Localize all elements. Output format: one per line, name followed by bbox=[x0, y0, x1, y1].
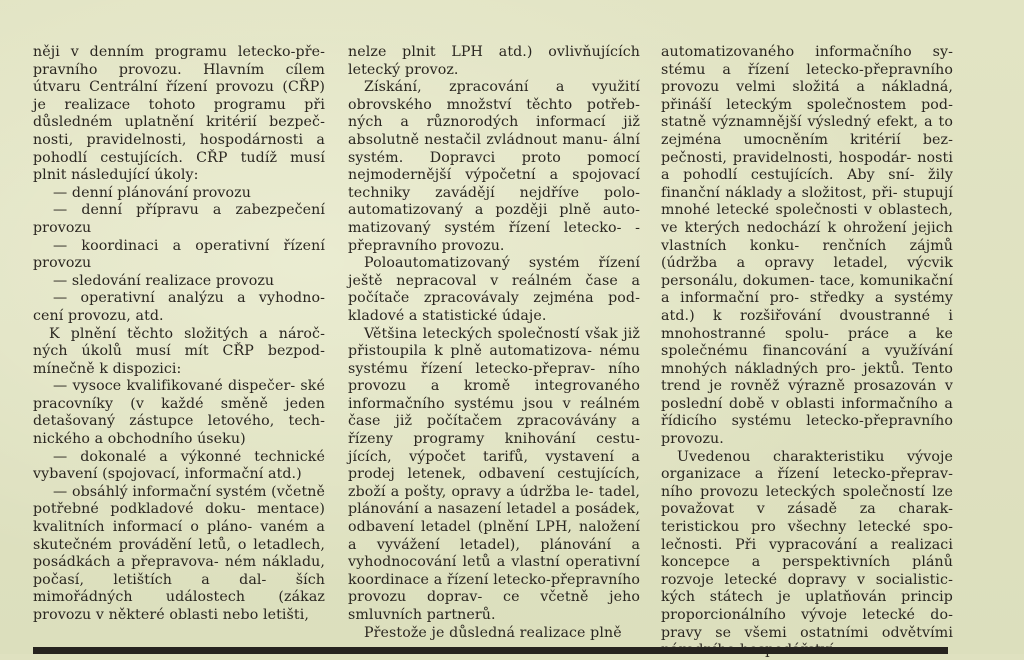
list-item: — operativní analýzu a vyhodno- cení provozu, atd. bbox=[33, 290, 325, 324]
list-item: — dokonalé a výkonné technické vybavení (spojovací, informační atd.) bbox=[33, 448, 325, 483]
paragraph: Přestože je důsledná realizace plně bbox=[364, 624, 622, 641]
paragraph: K plnění těchto složitých a nároč- ných úkolů musí mít CŘP bezpod- mínečně k dispozici: bbox=[33, 325, 325, 377]
list-item: — koordinaci a operativní řízení provozu bbox=[33, 237, 325, 272]
list-item: — vysoce kvalifikované dispečer- ské pracovníky (v každé směně jeden detašovaný zástupce letového, tech- nického a obchodního úseku) bbox=[33, 378, 325, 448]
text-column-1 bbox=[33, 44, 325, 625]
list-item: — denní plánování provozu bbox=[53, 184, 251, 201]
paragraph: něji v denním programu letecko-pře- pravního provozu. Hlavním cílem útvaru Centrální řízení provozu (CŘP) je realizace tohoto programu při důsledném uplatnění kritérií bezpeč- nosti, pravidelnosti, hospodárnosti a pohodlí cestujících. CŘP tudíž musí plnit následující úkoly: bbox=[33, 44, 325, 184]
text-column-2 bbox=[348, 44, 640, 642]
paragraph: nelze plnit LPH atd.) ovlivňujících letecký provoz. bbox=[348, 44, 640, 78]
paragraph: Většina leteckých společností však již přistoupila k plně automatizova- nému systému řízení letecko-přeprav- ního provozu a kromě integrovaného informačního systému jsou v reálném čase již počítačem zpracovávány a řízeny programy knihování cestu- jících, výpočet tarifů, vystavení a prodej letenek, odbavení cestujících, zboží a pošty, opravy a údržba le- tadel, plánování a nasazení letadel a posádek, odbavení letadel (plnění LPH, naložení a vyvážení letadel), plánování a vyhodnocování letů a vlastní operativní koordinace a řízení letecko-přepravního provozu doprav- ce včetně jeho smluvních partnerů. bbox=[348, 325, 640, 623]
bottom-rule bbox=[33, 647, 948, 654]
text-column-3 bbox=[661, 44, 953, 660]
paragraph: Poloautomatizovaný systém řízení ještě nepracoval v reálném čase a počítače zpracovávaly zejména pod- kladové a statistické údaje. bbox=[348, 255, 640, 324]
paragraph: Získání, zpracování a využití obrovského množství těchto potřeb- ných a různorodých informací již absolutně nestačil zvládnout manu- ální systém. Dopravci proto pomocí nejmodernější výpočetní a spojovací techniky zavádějí nejdříve polo- automatizovaný a později plně auto- matizovaný systém řízení letecko- -přepravního provozu. bbox=[348, 79, 640, 254]
paragraph: automatizovaného informačního sy- stému a řízení letecko-přepravního provozu velmi složitá a nákladná, přináší leteckým společnostem pod- statně významnější výsledný efekt, a to zejména umocněním kritérií bez- pečnosti, pravidelnosti, hospodár- nosti a pohodlí cestujících. Aby sní- žily finanční náklady a složitost, při- stupují mnohé letecké společnosti v oblastech, ve kterých nedochází k ohrožení jejich vlastních konku- renčních zájmů (údržba a opravy letadel, výcvik personálu, dokumen- tace, komunikační a informační pro- středky a systémy atd.) k rozšiřování dvoustranné i mnohostranné spolu- práce a ke společnému financování a využívání mnohých nákladných pro- jektů. Tento trend je rovněž výrazně prosazován v poslední době v oblasti informačního a řídicího systému letecko-přepravního provozu. bbox=[661, 44, 953, 448]
list-item: — denní přípravu a zabezpečení provozu bbox=[33, 202, 325, 236]
paragraph: Uvedenou charakteristiku vývoje organizace a řízení letecko-přeprav- ního provozu leteckých společností lze považovat v zásadě za charak- teristickou pro všechny letecké spo- lečnosti. Při vypracování a realizaci koncepce a perspektivních plánů rozvoje letecké dopravy v socialistic- kých státech je uplatňován princip proporcionálního vývoje letecké do- pravy se všemi ostatními odvětvími bbox=[661, 448, 953, 641]
list-item: — obsáhlý informační systém (včetně potřebné podkladové doku- mentace) kvalitních informací o pláno- vaném a skutečném provádění letů, o letadlech, posádkách a přepravova- ném nákladu, počasí, letištích a dal- ších mimořádných událostech (zákaz provozu v některé oblasti nebo letišti, bbox=[33, 483, 325, 623]
list-item: — sledování realizace provozu bbox=[53, 272, 275, 289]
